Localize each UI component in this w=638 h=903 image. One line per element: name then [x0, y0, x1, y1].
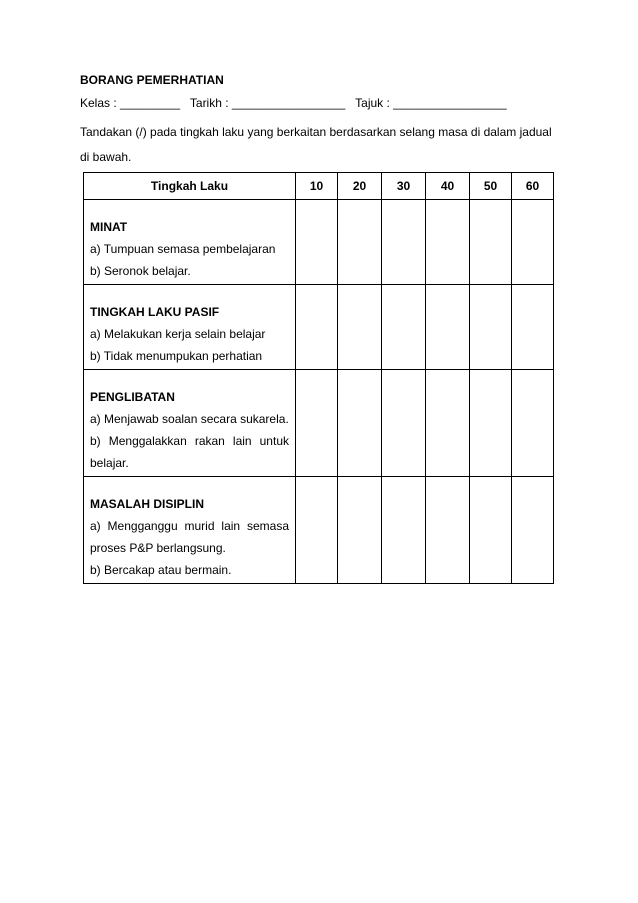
table-row-penglibatan: [84, 370, 554, 477]
tick-cell[interactable]: [382, 370, 426, 477]
category-heading: MINAT: [90, 220, 128, 234]
header-interval-60: 60: [512, 173, 554, 200]
tick-cell[interactable]: [426, 200, 470, 285]
header-interval-20: 20: [338, 173, 382, 200]
tick-cell[interactable]: [296, 285, 338, 370]
header-interval-30: 30: [382, 173, 426, 200]
tick-cell[interactable]: [338, 200, 382, 285]
header-interval-40: 40: [426, 173, 470, 200]
behaviour-item: proses P&P berlangsung.: [90, 541, 226, 555]
kelas-field[interactable]: Kelas : _________: [80, 96, 181, 110]
category-heading: MASALAH DISIPLIN: [90, 497, 204, 511]
tick-cell[interactable]: [426, 477, 470, 584]
category-heading: PENGLIBATAN: [90, 390, 175, 404]
behaviour-item: b) Tidak menumpukan perhatian: [90, 349, 263, 363]
table-row-masalah-disiplin: [84, 477, 554, 584]
behaviour-cell: [84, 477, 296, 584]
behaviour-cell: [84, 200, 296, 285]
header-behaviour: Tingkah Laku: [84, 173, 296, 200]
behaviour-cell: [84, 285, 296, 370]
tick-cell[interactable]: [512, 370, 554, 477]
observation-table: [83, 172, 554, 584]
tick-cell[interactable]: [338, 370, 382, 477]
behaviour-item: b) Seronok belajar.: [90, 264, 191, 278]
behaviour-item: a) Tumpuan semasa pembelajaran: [90, 242, 276, 256]
tick-cell[interactable]: [426, 370, 470, 477]
tick-cell[interactable]: [338, 477, 382, 584]
tick-cell[interactable]: [512, 285, 554, 370]
behaviour-item: a) Melakukan kerja selain belajar: [90, 327, 266, 341]
tarikh-field[interactable]: Tarikh : _________________: [189, 96, 346, 110]
behaviour-item: a) Mengganggu murid lain semasa: [90, 519, 289, 533]
tick-cell[interactable]: [382, 477, 426, 584]
tick-cell[interactable]: [470, 200, 512, 285]
table-row-tingkah-laku-pasif: [84, 285, 554, 370]
behaviour-item: b) Bercakap atau bermain.: [90, 563, 232, 577]
category-heading: TINGKAH LAKU PASIF: [90, 305, 220, 319]
tick-cell[interactable]: [512, 477, 554, 584]
form-fields: [80, 96, 507, 110]
behaviour-item: belajar.: [90, 456, 129, 470]
tajuk-field[interactable]: Tajuk : _________________: [355, 96, 507, 110]
tick-cell[interactable]: [426, 285, 470, 370]
tick-cell[interactable]: [296, 477, 338, 584]
tick-cell[interactable]: [470, 370, 512, 477]
behaviour-cell: [84, 370, 296, 477]
header-interval-10: 10: [296, 173, 338, 200]
tick-cell[interactable]: [470, 285, 512, 370]
tick-cell[interactable]: [382, 200, 426, 285]
instruction-text: Tandakan (/) pada tingkah laku yang berkaitan berdasarkan selang masa di dalam jadual di bawah.: [80, 125, 552, 164]
tick-cell[interactable]: [512, 200, 554, 285]
tick-cell[interactable]: [338, 285, 382, 370]
form-title: BORANG PEMERHATIAN: [80, 73, 224, 87]
table-header-row: [84, 173, 554, 200]
header-interval-50: 50: [470, 173, 512, 200]
tick-cell[interactable]: [470, 477, 512, 584]
tick-cell[interactable]: [296, 200, 338, 285]
table-row-minat: [84, 200, 554, 285]
tick-cell[interactable]: [296, 370, 338, 477]
behaviour-item: b) Menggalakkan rakan lain untuk: [90, 434, 289, 448]
behaviour-item: a) Menjawab soalan secara sukarela.: [90, 412, 289, 426]
tick-cell[interactable]: [382, 285, 426, 370]
